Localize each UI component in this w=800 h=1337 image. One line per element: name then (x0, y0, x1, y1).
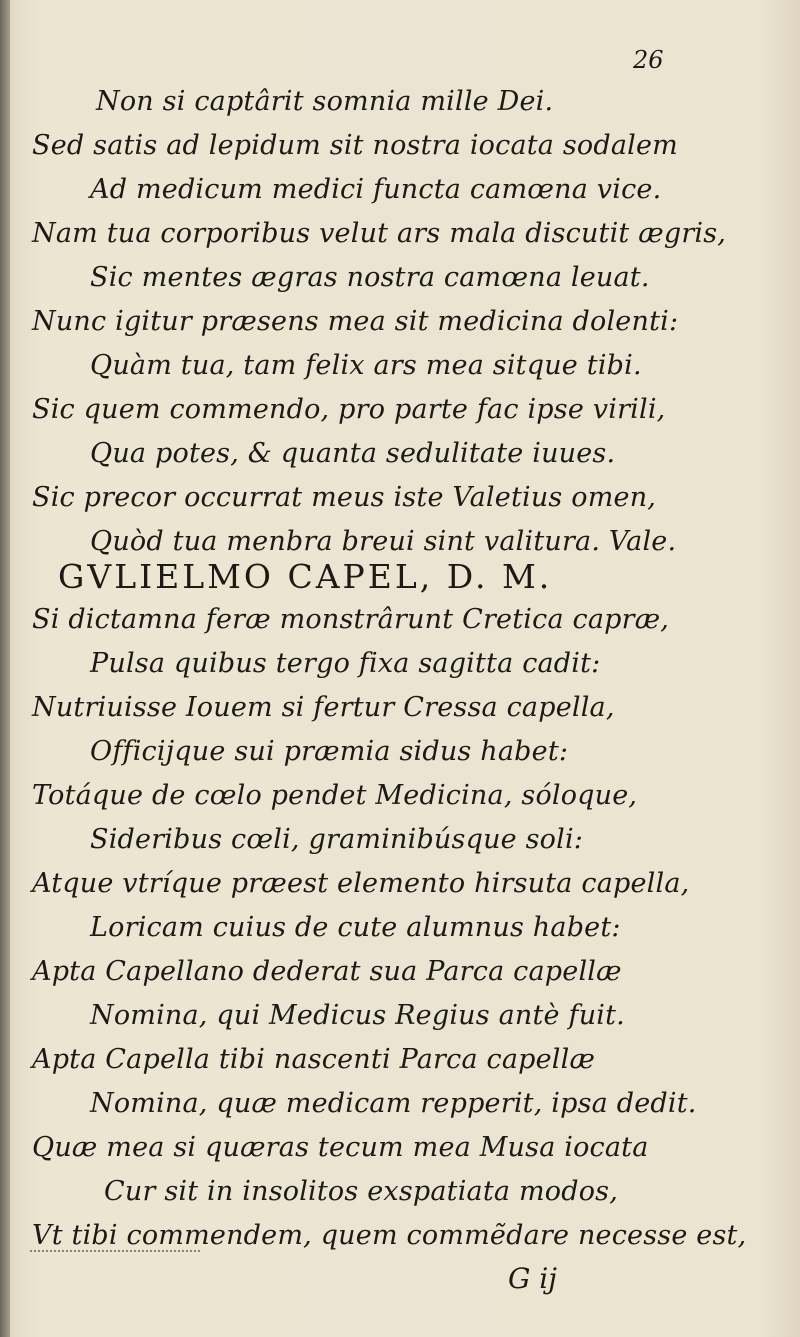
text-line: Loricam cuius de cute alumnus habet: (90, 912, 621, 943)
text-line: Sic precor occurrat meus iste Valetius omen, (32, 482, 657, 513)
text-line: Si dictamna feræ monstrârunt Cretica capræ, (32, 604, 670, 635)
text-line: Nunc igitur præsens mea sit medicina dolenti: (32, 306, 679, 337)
text-line: Atque vtríque præest elemento hirsuta capella, (32, 868, 690, 899)
text-line: Officijque sui præmia sidus habet: (90, 736, 569, 767)
text-line: Qua potes, & quanta sedulitate iuues. (90, 438, 616, 469)
text-line: Nomina, qui Medicus Regius antè fuit. (90, 1000, 625, 1031)
text-line: Vt tibi commendem, quem commẽdare necesse est, (32, 1220, 747, 1251)
text-line: Quæ mea si quæras tecum mea Musa iocata (32, 1132, 649, 1163)
text-line: Non si captârit somnia mille Dei. (96, 86, 554, 117)
dedication-heading: GVLIELMO CAPEL, D. M. (58, 557, 553, 596)
text-line: Sic mentes ægras nostra camœna leuat. (90, 262, 650, 293)
page-binding-edge (0, 0, 10, 1337)
text-line: Apta Capellano dederat sua Parca capellæ (32, 956, 622, 987)
text-line: Nutriuisse Iouem si fertur Cressa capella, (32, 692, 615, 723)
text-line: Sic quem commendo, pro parte fac ipse virili, (32, 394, 666, 425)
text-line: Cur sit in insolitos exspatiata modos, (104, 1176, 619, 1207)
page-number: 26 (633, 46, 664, 74)
text-line: Ad medicum medici functa camœna vice. (90, 174, 662, 205)
text-line: Totáque de cœlo pendet Medicina, sóloque, (32, 780, 638, 811)
signature-mark: G ij (508, 1262, 557, 1295)
text-line: Nam tua corporibus velut ars mala discutit ægris, (32, 218, 727, 249)
text-line: Sideribus cœli, graminibúsque soli: (90, 824, 584, 855)
text-line: Pulsa quibus tergo fixa sagitta cadit: (90, 648, 601, 679)
text-line: Quòd tua menbra breui sint valitura. Vale. (90, 526, 677, 557)
text-line: Nomina, quæ medicam repperit, ipsa dedit. (90, 1088, 697, 1119)
footer-dotted-rule (30, 1250, 200, 1253)
text-line: Apta Capella tibi nascenti Parca capellæ (32, 1044, 596, 1075)
text-line: Quàm tua, tam felix ars mea sitque tibi. (90, 350, 642, 381)
text-line: Sed satis ad lepidum sit nostra iocata sodalem (32, 130, 678, 161)
